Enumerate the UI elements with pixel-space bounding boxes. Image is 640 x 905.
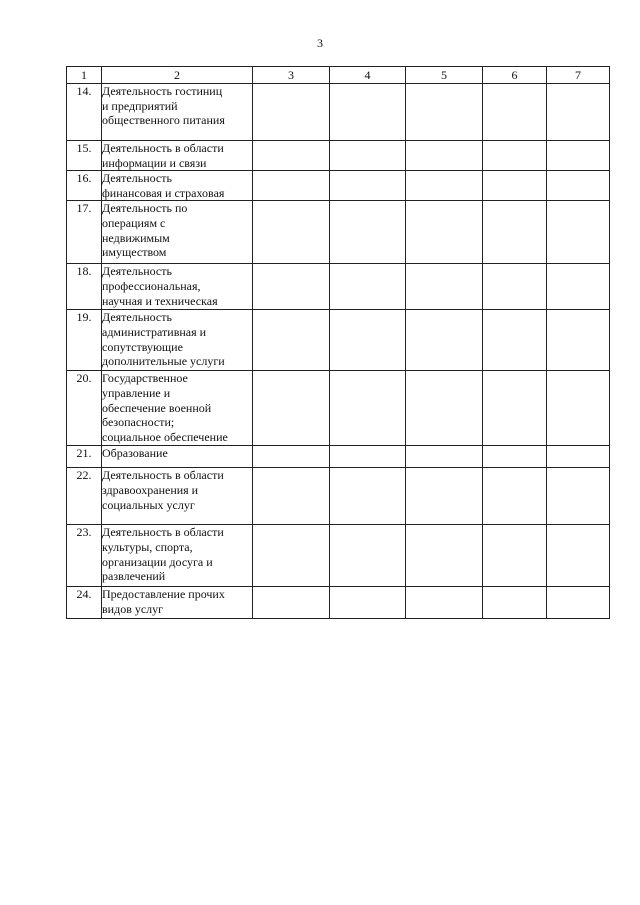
empty-cell-col-3 (253, 171, 330, 201)
empty-cell-col-3 (253, 525, 330, 587)
empty-cell-col-5 (406, 371, 483, 446)
table-row (67, 446, 610, 468)
row-activity-name: Деятельность финансовая и страховая (102, 171, 253, 201)
empty-cell-col-6 (483, 446, 547, 468)
row-number: 23. (67, 525, 102, 587)
empty-cell-col-6 (483, 264, 547, 310)
empty-cell-col-7 (547, 371, 610, 446)
row-number: 21. (67, 446, 102, 468)
row-activity-name: Деятельность в области культуры, спорта, организации досуга и развлечений (102, 525, 253, 587)
empty-cell-col-5 (406, 310, 483, 371)
table-row (67, 264, 610, 310)
row-activity-name: Предоставление прочих видов услуг (102, 587, 253, 619)
empty-cell-col-7 (547, 468, 610, 525)
table-row (67, 310, 610, 371)
empty-cell-col-6 (483, 141, 547, 171)
col-header-3: 3 (253, 67, 330, 84)
col-header-5: 5 (406, 67, 483, 84)
empty-cell-col-6 (483, 468, 547, 525)
empty-cell-col-7 (547, 201, 610, 264)
col-header-1: 1 (67, 67, 102, 84)
empty-cell-col-7 (547, 525, 610, 587)
row-activity-name: Деятельность в области информации и связи (102, 141, 253, 171)
empty-cell-col-3 (253, 587, 330, 619)
empty-cell-col-6 (483, 310, 547, 371)
empty-cell-col-4 (330, 468, 406, 525)
table-row (67, 587, 610, 619)
empty-cell-col-4 (330, 171, 406, 201)
empty-cell-col-5 (406, 141, 483, 171)
empty-cell-col-7 (547, 446, 610, 468)
header-row (67, 67, 610, 84)
row-activity-name: Деятельность в области здравоохранения и социальных услуг (102, 468, 253, 525)
empty-cell-col-5 (406, 468, 483, 525)
empty-cell-col-5 (406, 201, 483, 264)
row-number: 24. (67, 587, 102, 619)
row-activity-name: Деятельность профессиональная, научная и техническая (102, 264, 253, 310)
row-number: 22. (67, 468, 102, 525)
row-activity-name: Государственное управление и обеспечение военной безопасности; социальное обеспечение (102, 371, 253, 446)
col-header-6: 6 (483, 67, 547, 84)
empty-cell-col-6 (483, 525, 547, 587)
empty-cell-col-4 (330, 310, 406, 371)
table-row (67, 468, 610, 525)
empty-cell-col-5 (406, 84, 483, 141)
empty-cell-col-7 (547, 264, 610, 310)
empty-cell-col-3 (253, 141, 330, 171)
row-activity-name: Деятельность по операциям с недвижимым имуществом (102, 201, 253, 264)
table-row (67, 171, 610, 201)
table-row (67, 525, 610, 587)
empty-cell-col-3 (253, 201, 330, 264)
row-number: 15. (67, 141, 102, 171)
table-row (67, 201, 610, 264)
table-body (67, 84, 610, 619)
empty-cell-col-3 (253, 84, 330, 141)
empty-cell-col-5 (406, 587, 483, 619)
row-activity-name: Образование (102, 446, 253, 468)
empty-cell-col-5 (406, 264, 483, 310)
empty-cell-col-4 (330, 264, 406, 310)
empty-cell-col-4 (330, 525, 406, 587)
empty-cell-col-4 (330, 201, 406, 264)
empty-cell-col-6 (483, 587, 547, 619)
empty-cell-col-5 (406, 446, 483, 468)
empty-cell-col-3 (253, 371, 330, 446)
col-header-4: 4 (330, 67, 406, 84)
empty-cell-col-5 (406, 525, 483, 587)
row-number: 20. (67, 371, 102, 446)
empty-cell-col-5 (406, 171, 483, 201)
col-header-7: 7 (547, 67, 610, 84)
empty-cell-col-6 (483, 201, 547, 264)
table-header (67, 67, 610, 84)
row-number: 14. (67, 84, 102, 141)
empty-cell-col-3 (253, 310, 330, 371)
empty-cell-col-7 (547, 141, 610, 171)
empty-cell-col-4 (330, 587, 406, 619)
empty-cell-col-4 (330, 446, 406, 468)
empty-cell-col-4 (330, 371, 406, 446)
empty-cell-col-3 (253, 264, 330, 310)
row-activity-name: Деятельность административная и сопутствующие дополнительные услуги (102, 310, 253, 371)
row-number: 19. (67, 310, 102, 371)
row-number: 17. (67, 201, 102, 264)
services-table (66, 66, 610, 619)
empty-cell-col-7 (547, 310, 610, 371)
empty-cell-col-7 (547, 171, 610, 201)
empty-cell-col-3 (253, 446, 330, 468)
empty-cell-col-6 (483, 171, 547, 201)
row-activity-name: Деятельность гостиниц и предприятий общественного питания (102, 84, 253, 141)
row-number: 18. (67, 264, 102, 310)
empty-cell-col-4 (330, 84, 406, 141)
row-number: 16. (67, 171, 102, 201)
empty-cell-col-3 (253, 468, 330, 525)
col-header-2: 2 (102, 67, 253, 84)
table-row (67, 371, 610, 446)
empty-cell-col-7 (547, 84, 610, 141)
table-row (67, 84, 610, 141)
empty-cell-col-4 (330, 141, 406, 171)
page-number: 3 (317, 36, 323, 50)
empty-cell-col-6 (483, 371, 547, 446)
empty-cell-col-6 (483, 84, 547, 141)
table-row (67, 141, 610, 171)
empty-cell-col-7 (547, 587, 610, 619)
